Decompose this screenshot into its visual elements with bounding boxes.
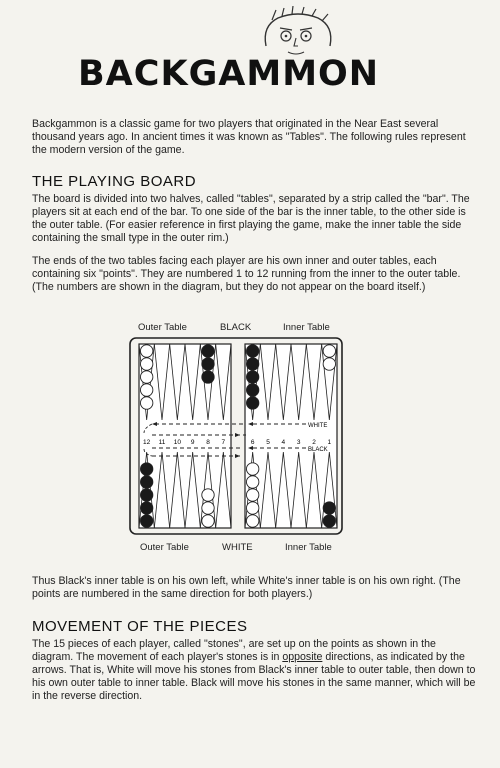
black-stone — [140, 489, 152, 501]
movement-text-a: The 15 pieces of each player, called "stones", are set up on the points as shown in the diagram. The movement of each player's stones is in — [32, 638, 436, 663]
intro-paragraph: Backgammon is a classic game for two players that originated in the Near East several thousand years ago. In ancient times it was known as "Tables". The following rules represent the modern version of the game. — [32, 118, 466, 156]
black-stone — [140, 502, 152, 514]
page-title: BACKGAMMON — [78, 54, 380, 94]
black-stone — [323, 502, 335, 514]
label-top-outer-table: Outer Table — [138, 322, 187, 333]
black-stone — [140, 515, 152, 527]
label-top-black: BLACK — [220, 322, 252, 333]
white-stone — [323, 358, 335, 370]
black-stone — [140, 476, 152, 488]
white-stone — [246, 463, 258, 475]
point-number: 3 — [296, 439, 301, 446]
point-number: 1 — [327, 439, 332, 446]
section-heading-movement: MOVEMENT OF THE PIECES — [32, 618, 248, 635]
black-stone — [246, 384, 258, 396]
label-bottom-outer-table: Outer Table — [140, 542, 189, 553]
point-number: 5 — [266, 439, 270, 446]
black-stone — [140, 463, 152, 475]
label-bottom-inner-table: Inner Table — [285, 542, 332, 553]
white-stone — [246, 476, 258, 488]
point-number: 6 — [250, 439, 255, 446]
point-number: 10 — [173, 439, 181, 446]
point-number: 9 — [190, 439, 195, 446]
point-number: 7 — [221, 439, 226, 446]
white-stone — [140, 358, 152, 370]
white-stone — [246, 489, 258, 501]
point-number: 4 — [281, 439, 286, 446]
point-number: 12 — [143, 439, 151, 446]
black-stone — [246, 397, 258, 409]
movement-text-b: directions, as indicated by the arrows. That is, White will move his stones from Black's inner table to outer table, then down to his own outer table to inner table. Black will move his stones in the same manner, which will be in the reverse direction. — [32, 651, 476, 702]
playing-board-paragraph-2: The ends of the two tables facing each player are his own inner and outer tables, each containing six "points". They are numbered 1 to 12 running from the inner to the outer table. (The numbers are shown in the diagram, but they do not appear on the board itself.) — [32, 255, 461, 293]
board-diagram — [128, 318, 358, 558]
black-stone — [246, 345, 258, 357]
white-stone — [140, 371, 152, 383]
point-number: 8 — [206, 439, 210, 446]
black-stone — [202, 358, 214, 370]
white-stone — [202, 515, 214, 527]
movement-paragraph — [32, 638, 478, 703]
white-stone — [140, 384, 152, 396]
white-stone — [202, 489, 214, 501]
white-stone — [140, 345, 152, 357]
black-stone — [246, 358, 258, 370]
black-stone — [202, 345, 214, 357]
label-bottom-white: WHITE — [222, 542, 253, 553]
black-stone — [202, 371, 214, 383]
white-stone — [140, 397, 152, 409]
white-stone — [246, 502, 258, 514]
point-number: 11 — [158, 439, 166, 446]
white-arrow-label: WHITE — [308, 423, 328, 429]
black-stone — [323, 515, 335, 527]
backgammon-board — [128, 336, 358, 536]
movement-text-opposite: opposite — [282, 651, 323, 663]
label-top-inner-table: Inner Table — [283, 322, 330, 333]
inner-table-paragraph: Thus Black's inner table is on his own left, while White's inner table is on his own right. (The points are numbered in the same direction for both players.) — [32, 575, 461, 600]
black-arrow-label: BLACK — [308, 447, 328, 453]
white-stone — [202, 502, 214, 514]
white-stone — [246, 515, 258, 527]
section-heading-playing-board: THE PLAYING BOARD — [32, 173, 197, 190]
white-stone — [323, 345, 335, 357]
black-stone — [246, 371, 258, 383]
point-number: 2 — [312, 439, 316, 446]
playing-board-paragraph-1: The board is divided into two halves, called "tables", separated by a strip called the "bar". The players sit at each end of the bar. To one side of the bar is the inner table, to the other side is the outer table. (For easier reference in first playing the game, make the inner table the side containing the small type in the outer rim.) — [32, 193, 470, 244]
